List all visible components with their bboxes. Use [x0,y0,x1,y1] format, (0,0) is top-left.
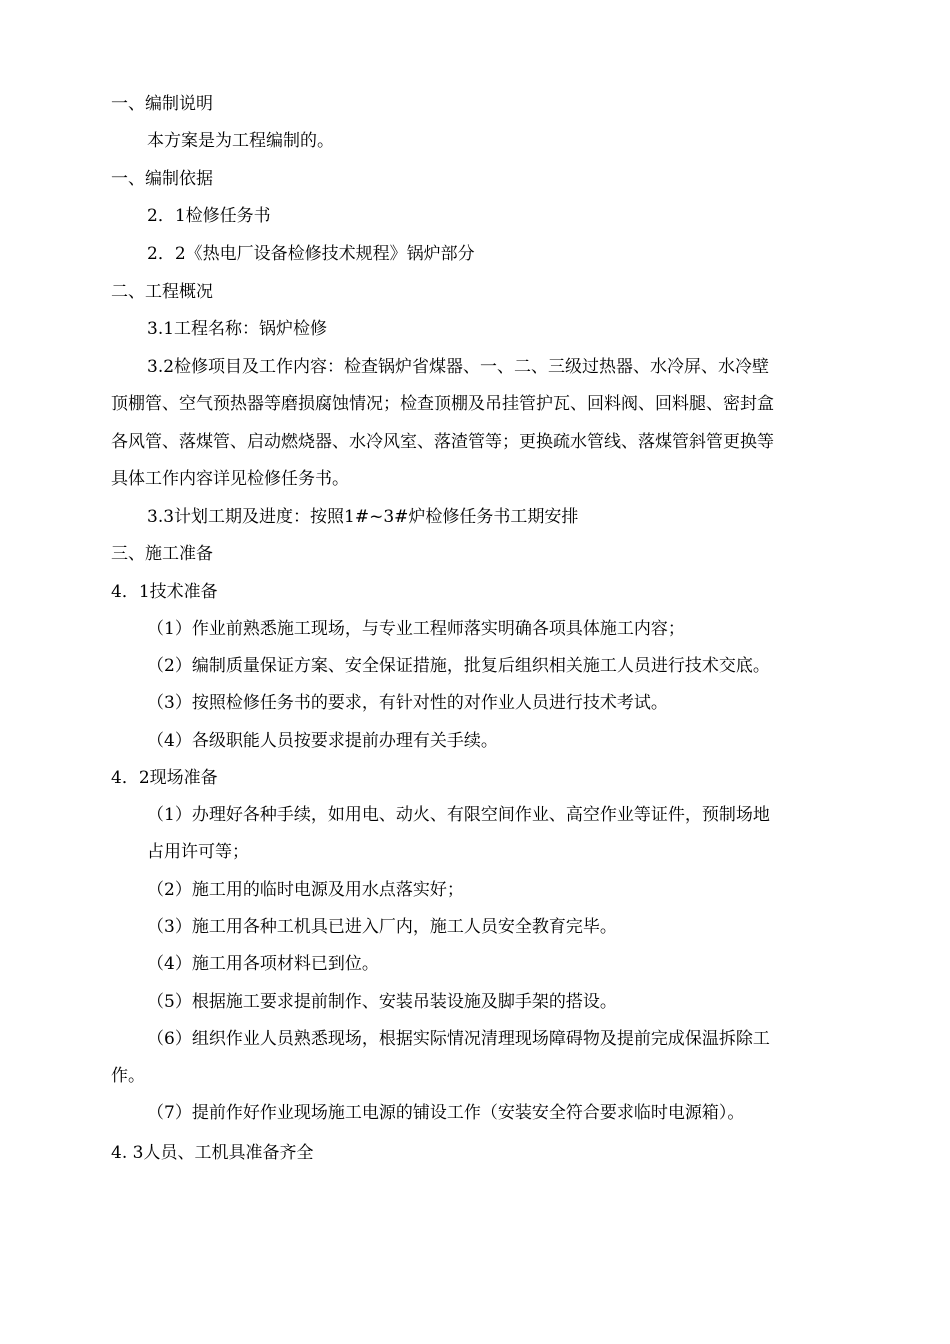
section-heading: 二、工程概况 [111,282,213,302]
section-heading: 一、编制依据 [111,169,213,189]
list-item: 3.3计划工期及进度：按照1#~3#炉检修任务书工期安排 [147,507,579,527]
body-paragraph: 本方案是为工程编制的。 [147,131,334,151]
list-item: （1）办理好各种手续，如用电、动火、有限空间作业、高空作业等证件，预制场地 [147,805,770,825]
list-item: 2．1检修任务书 [147,206,271,226]
list-item: （2）施工用的临时电源及用水点落实好； [147,880,464,900]
list-item: （7）提前作好作业现场施工电源的铺设工作（安装安全符合要求临时电源箱）。 [147,1103,745,1123]
section-heading: 三、施工准备 [111,544,213,564]
section-heading: 一、编制说明 [111,94,213,114]
list-item: （4）各级职能人员按要求提前办理有关手续。 [147,731,498,751]
paragraph-line: 各风管、落煤管、启动燃烧器、水冷风室、落渣管等；更换疏水管线、落煤管斜管更换等 [111,432,774,452]
paragraph-line: 3.2检修项目及工作内容：检查锅炉省煤器、一、二、三级过热器、水冷屏、水冷壁 [147,357,770,377]
subsection-heading: 4．1技术准备 [111,582,218,602]
subsection-heading: 4. 3人员、工机具准备齐全 [111,1143,314,1163]
list-item: （2）编制质量保证方案、安全保证措施，批复后组织相关施工人员进行技术交底。 [147,656,770,676]
list-item: 2．2《热电厂设备检修技术规程》锅炉部分 [147,244,475,264]
list-item: （5）根据施工要求提前制作、安装吊装设施及脚手架的搭设。 [147,992,617,1012]
list-item: （4）施工用各项材料已到位。 [147,954,379,974]
list-item: （3）按照检修任务书的要求，有针对性的对作业人员进行技术考试。 [147,693,668,713]
list-item-continuation: 占用许可等； [147,842,249,862]
list-item: （1）作业前熟悉施工现场，与专业工程师落实明确各项具体施工内容； [147,619,685,639]
subsection-heading: 4．2现场准备 [111,768,218,788]
paragraph-line: 顶棚管、空气预热器等磨损腐蚀情况；检查顶棚及吊挂管护瓦、回料阀、回料腿、密封盒 [111,394,774,414]
paragraph-line: 具体工作内容详见检修任务书。 [111,469,349,489]
list-item: 3.1工程名称：锅炉检修 [147,319,328,339]
list-item-continuation: 作。 [111,1066,145,1086]
list-item: （3）施工用各种工机具已进入厂内，施工人员安全教育完毕。 [147,917,617,937]
list-item: （6）组织作业人员熟悉现场，根据实际情况清理现场障碍物及提前完成保温拆除工 [147,1029,770,1049]
